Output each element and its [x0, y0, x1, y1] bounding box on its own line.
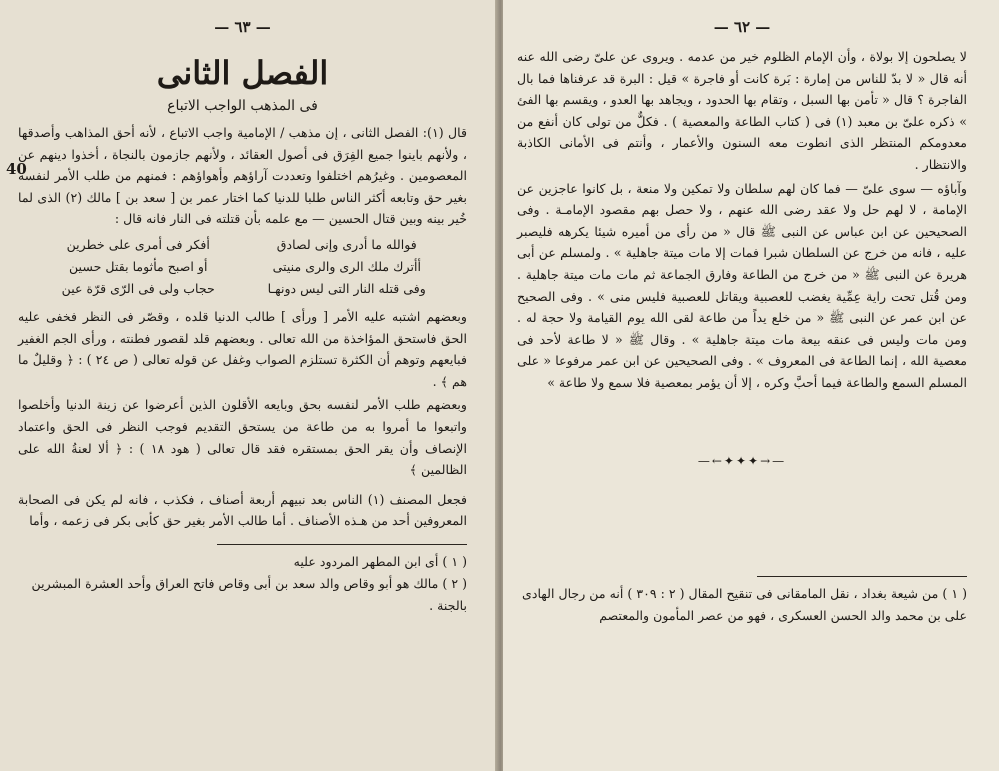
paragraph: وآباؤه — سوى علىّ — فما كان لهم سلطان ولا تمكين ولا منعة ، بل كانوا عاجزين عن الإمامة ، لا لهم حل ولا عقد رضى الله عنهم ، ولا حصل بهم مقصود الإمامـة . وفى الصحيحين عن ابن عباس عن النبى ﷺ قال « من رأى من أميره شيئا يكرهه فليصبر عليه ، فانه من خرج عن السلطان شبرا فمات إلا مات ميتة جاهلية » . ولمسلم عن أبى هريرة عن النبى ﷺ « من خرج من الطاعة وفارق الجماعة ثم مات مات ميتة جاهلية . ومن قُتل تحت راية عِمِّية يغضب للعصبية ويقاتل للعصبية فليس منى » . وفى الصحيح عن ابن عمر عن النبى ﷺ « من خلع يداً من طاعة لقى الله يوم القيامة ولا حجة له . ومن مات وليس فى عنقه بيعة مات ميتة جاهلية » . وقال ﷺ « لا طاعة لأحد فى معصية الله ، إنما الطاعة فى المعروف » . وفى الصحيحين عن ابن عمر مرفوعا « على المسلم السمع والطاعة فيما أحبَّ وكره ، إلا أن يؤمر بمعصية فلا سمع ولا طاعة »: [517, 180, 967, 390]
hemistich-second: حجاب ولى فى الرّى قرّة عين: [61, 280, 215, 296]
poem-verse: [42, 256, 443, 278]
hemistich-first: فوالله ما أدرى وإنى لصادق: [276, 236, 417, 252]
paragraph: وبعضهم طلب الأمر لنفسه بحق وبايعه الأقلون الذين أعرضوا عن زينة الدنيا وأخلصوا واتبعوا ما أمروا به من طاعة من يستحق التقديم فوجب النظر فى الحق واعتماد الإنصاف وأن يقر الحق بمستقره فقد قال تعالى ( هود ١٨ ) : ﴿ ألا لعنةُ الله على الظالمين ﴾: [18, 397, 467, 478]
hemistich-second: أو اصبح مأثوما بقتل حسين: [68, 258, 208, 274]
hemistich-first: أأترك ملك الرى والرى منيتى: [272, 258, 421, 274]
chapter-title: الفصل الثانى: [156, 54, 329, 92]
hemistich-second: أفكر فى أمرى على خطرين: [66, 236, 210, 252]
paragraph: فجعل المصنف (١) الناس بعد نبيهم أربعة أصناف ، فكذب ، فانه لم يكن فى الصحابة المعروفين أحد من هـذه الأصناف . أما طالب الأمر بغير حق كأبى بكر فى زعمه ، وأما: [18, 491, 467, 529]
paragraph: لا يصلحون إلا بولاة ، وأن الإمام الظلوم خير من عدمه . ويروى عن علىّ رضى الله عنه أنه قال « لا بدّ للناس من إمارة : بَرة كانت أو فاجرة » قيل : البرة قد عرفناها فما بال الفاجرة ؟ قال « تأمن بها السبل ، وتقام بها الحدود ، ويجاهد بها العدو ، ويقسم بها الفئ » ذكره علىّ بن معبد (١) فى ( كتاب الطاعة والمعصية ) . فكلٌّ من تولى كان أنفع من معدومكم المنتظر الذى انطوت معه السنون والأعمار ، وأنتم فى الأمانى الكاذبة والانتظار .: [517, 49, 967, 172]
paragraph: وبعضهم اشتبه عليه الأمر [ ورأى ] طالب الدنيا قلده ، وقصّر فى النظر فخفى عليه الحق فاستحق المؤاخذة من الله تعالى . وبعضهم قلد لقصور فطنته ، ورأى الجم الغفير فبايعهم وتوهم أن الكثرة تستلزم الصواب وغفل عن قوله تعالى ( ص ٢٤ ) : ﴿ وقليلٌ ما هم ﴾ .: [18, 308, 467, 389]
poem-verse: [42, 278, 443, 300]
section-ornament: —→✦✦✦←—: [697, 453, 787, 468]
footnote-separator: [217, 544, 467, 545]
left-page: [0, 0, 497, 771]
footnote-separator: [757, 576, 967, 577]
poem-verse: [42, 234, 443, 256]
hemistich-first: وفى قتله النار التى ليس دونهـا: [267, 280, 426, 296]
footnote: ( ٢ ) مالك هو أبو وقاص والد سعد بن أبى وقاص فاتح العراق وأحد العشرة المبشرين بالجنة .: [31, 575, 467, 613]
footnote: ( ١ ) أى ابن المطهر المردود عليه: [293, 553, 467, 569]
right-page: [503, 0, 999, 771]
poem: [18, 234, 467, 300]
margin-line-number: 40: [6, 160, 27, 178]
footnote: ( ١ ) من شيعة بغداد ، نقل المامقانى فى تنقيح المقال ( ٢ : ٣٠٩ ) أنه من رجال الهادى على بن محمد والد الحسن العسكرى ، فهو من عصر المأمون والمعتصم: [522, 585, 967, 623]
page-number-63: — ٦٣ —: [214, 18, 271, 36]
page-number-62: — ٦٢ —: [713, 18, 771, 36]
paragraph: قال (١): الفصل الثانى ، إن مذهب / الإمامية واجب الاتباع ، لأنه أحق المذاهب وأصدقها ، ولأنهم باينوا جميع الفِرَق فى أصول العقائد ، ولأنهم جازمون بالنجاة ، أخذوا دينهم عن المعصومين . وغيرُهم اختلفوا وتعددت آراؤهم وأهواؤهم : فمنهم من طلب الأمر لنفسه بغير حق وتابعه أكثر الناس طلبا للدنيا كما اختار عمر بن [ سعد بن ] مالك (٢) الذى لما خُير بينه وبين قتال الحسين — مع علمه بأن قتلته فى النار فانه قال :: [18, 125, 467, 227]
chapter-subtitle: فى المذهب الواجب الاتباع: [167, 98, 318, 114]
